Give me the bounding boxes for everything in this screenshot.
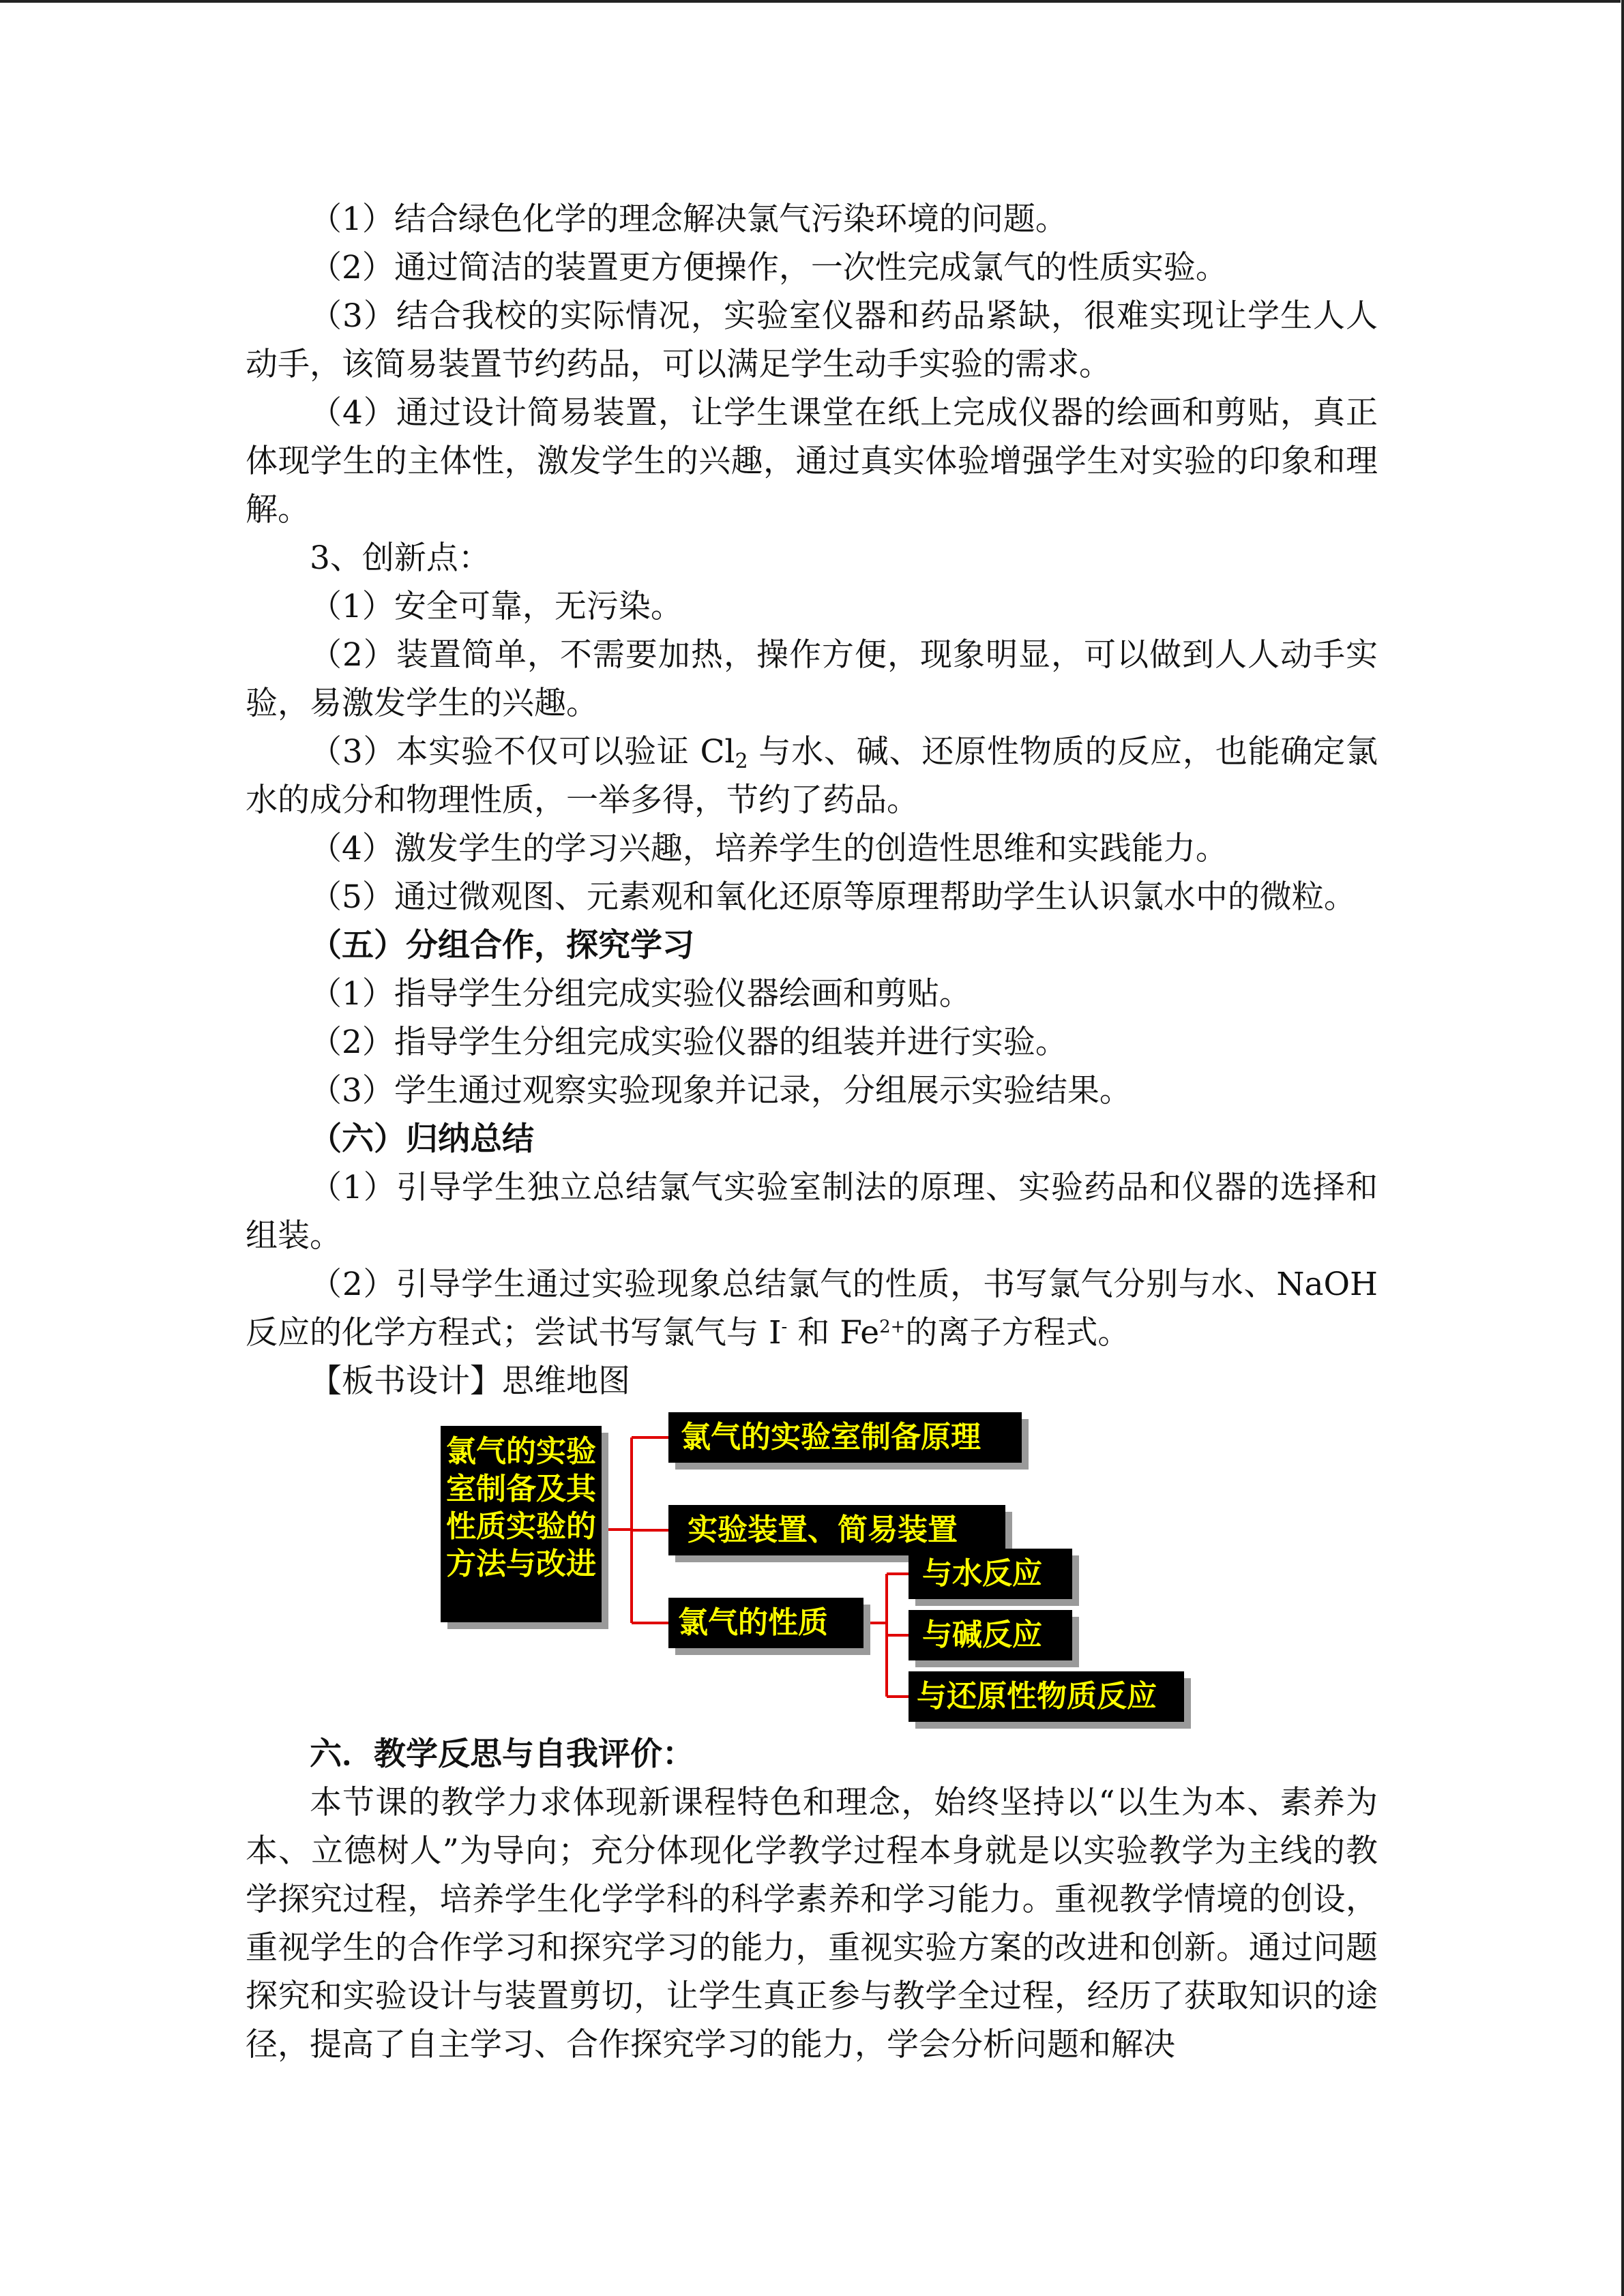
mind-map-leaf: 与还原性物质反应 bbox=[909, 1671, 1184, 1722]
mind-map-branch: 实验装置、简易装置 bbox=[668, 1505, 1005, 1555]
section-heading: （六）归纳总结 bbox=[310, 1120, 534, 1158]
paragraph: （4）激发学生的学习兴趣，培养学生的创造性思维和实践能力。 bbox=[310, 830, 1228, 867]
paragraph: （2）通过简洁的装置更方便操作，一次性完成氯气的性质实验。 bbox=[310, 249, 1228, 286]
text-run: 的离子方程式。 bbox=[905, 1314, 1130, 1352]
mind-map-branch: 氯气的性质 bbox=[668, 1598, 863, 1648]
text-run: 和 Fe bbox=[787, 1314, 880, 1352]
paragraph: （2）指导学生分组完成实验仪器的组装并进行实验。 bbox=[310, 1024, 1067, 1061]
paragraph: 本节课的教学力求体现新课程特色和理念，始终坚持以“以生为本、素养为本、立德树人”为导向；充分体现化学教学过程本身就是以实验教学为主线的教学探究过程，培养学生化学学科的科学素养和学习能力。重视教学情境的创设，重视学生的合作学习和探究学习的能力，重视实验方案的改进和创新。通过问题探究和实验设计与装置剪切，让学生真正参与教学全过程，经历了获取知识的途径，提高了自主学习、合作探究学习的能力，学会分析问题和解决 bbox=[246, 1784, 1378, 2063]
paragraph: （2）装置简单，不需要加热，操作方便，现象明显，可以做到人人动手实验，易激发学生的兴趣。 bbox=[246, 636, 1378, 722]
subscript: 2 bbox=[735, 749, 748, 773]
paragraph bbox=[246, 728, 1378, 824]
paragraph: （1）引导学生独立总结氯气实验室制法的原理、实验药品和仪器的选择和组装。 bbox=[246, 1169, 1378, 1255]
paragraph bbox=[246, 1260, 1378, 1357]
mind-map-leaf: 与水反应 bbox=[909, 1549, 1072, 1599]
board-design-label: 【板书设计】思维地图 bbox=[310, 1362, 630, 1400]
paragraph: （1）结合绿色化学的理念解决氯气污染环境的问题。 bbox=[310, 200, 1067, 238]
superscript: 2+ bbox=[879, 1317, 906, 1337]
mind-map bbox=[246, 1412, 1378, 1726]
mind-map-root: 氯气的实验室制备及其性质实验的方法与改进 bbox=[441, 1426, 602, 1622]
superscript: - bbox=[781, 1317, 788, 1337]
paragraph: （4）通过设计简易装置，让学生课堂在纸上完成仪器的绘画和剪贴，真正体现学生的主体性，激发学生的兴趣，通过真实体验增强学生对实验的印象和理解。 bbox=[246, 394, 1378, 528]
paragraph: （5）通过微观图、元素观和氧化还原等原理帮助学生认识氯水中的微粒。 bbox=[310, 878, 1356, 916]
section-heading: （五）分组合作，探究学习 bbox=[310, 927, 694, 964]
paragraph: （1）指导学生分组完成实验仪器绘画和剪贴。 bbox=[310, 975, 971, 1013]
document-body bbox=[246, 195, 1378, 2069]
section-heading: 六．教学反思与自我评价： bbox=[310, 1735, 694, 1773]
section-label: 3、创新点： bbox=[310, 539, 490, 577]
text-run: 与水、碱、还原性物质的反应，也能确定氯水的成分和物理性质，一举多得，节约了药品。 bbox=[246, 733, 1378, 819]
mind-map-leaf: 与碱反应 bbox=[909, 1610, 1072, 1660]
page-top-border bbox=[0, 0, 1621, 3]
page-right-border bbox=[1621, 0, 1624, 2296]
text-run: （3）本实验不仅可以验证 Cl bbox=[310, 733, 735, 771]
paragraph: （3）学生通过观察实验现象并记录，分组展示实验结果。 bbox=[310, 1072, 1132, 1109]
text-run: （2）引导学生通过实验现象总结氯气的性质，书写氯气分别与水、NaOH 反应的化学方程式；尝试书写氯气与 I bbox=[246, 1266, 1378, 1352]
mind-map-branch: 氯气的实验室制备原理 bbox=[668, 1412, 1022, 1463]
paragraph: （1）安全可靠，无污染。 bbox=[310, 588, 683, 625]
paragraph: （3）结合我校的实际情况，实验室仪器和药品紧缺，很难实现让学生人人动手，该简易装置节约药品，可以满足学生动手实验的需求。 bbox=[246, 297, 1378, 383]
